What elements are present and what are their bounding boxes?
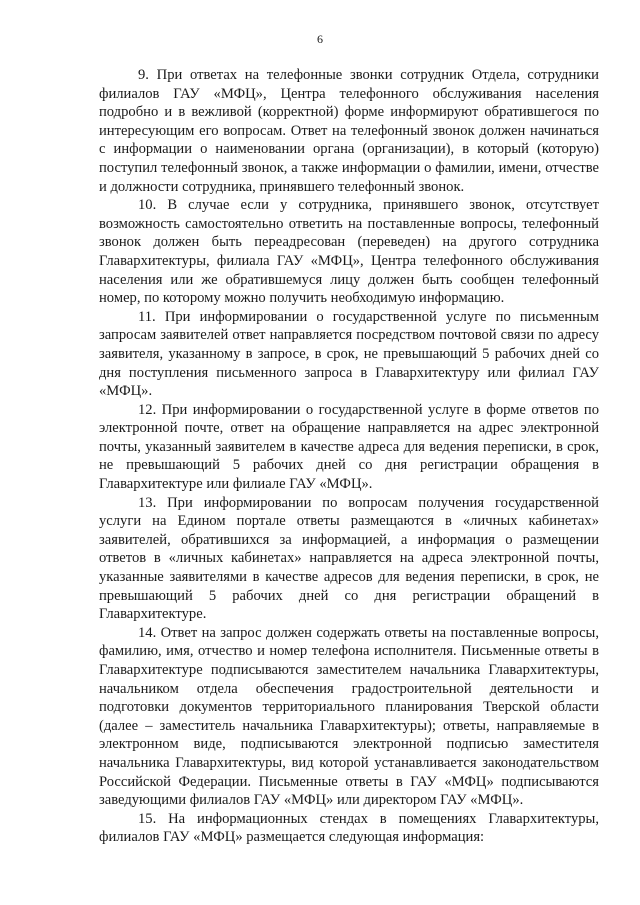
- paragraph-11: 11. При информировании о государственной услуге по письменным запросам заявителей ответ направляется посредством почтовой связи по адресу заявителя, указанному в запросе, в срок, не превышающий 5 рабочих дней со дня поступления письменного запроса в Главархитектуру или филиал ГАУ «МФЦ».: [99, 308, 599, 400]
- paragraph-10: 10. В случае если у сотрудника, принявшего звонок, отсутствует возможность самостоятельно ответить на поставленные вопросы, телефонный звонок должен быть переадресован (переведен) на другого сотрудника Главархитектуры, филиала ГАУ «МФЦ», Центра телефонного обслуживания населения или же обратившемуся лицу должен быть сообщен телефонный номер, по которому можно получить необходимую информацию.: [99, 197, 599, 307]
- page-number: 6: [317, 32, 323, 46]
- paragraph-13: 13. При информировании по вопросам получения государственной услуги на Едином портале ответы размещаются в «личных кабинетах» заявителей, обратившихся за информацией, а информация о размещении ответов в «личных кабинетах» направляется на адреса электронной почты, указанные заявителями в качестве адресов для ведения переписки, в срок, не превышающий 5 рабочих дней со дня регистрации обращений в Главархитектуре.: [99, 494, 599, 623]
- paragraph-12: 12. При информировании о государственной услуге в форме ответов по электронной почте, ответ на обращение направляется на адрес электронной почты, указанный заявителем в качестве адреса для ведения переписки, в срок, не превышающий 5 рабочих дней со дня регистрации обращения в Главархитектуре или филиале ГАУ «МФЦ».: [99, 401, 599, 493]
- paragraph-14: 14. Ответ на запрос должен содержать ответы на поставленные вопросы, фамилию, имя, отчество и номер телефона исполнителя. Письменные ответы в Главархитектуре подписываются заместителем начальника Главархитектуры, начальником отдела обеспечения градостроительной деятельности и подготовки документов территориального планирования Тверской области (далее – заместитель начальника Главархитектуры); ответы, направляемые в электронном виде, подписываются электронной подписью заместителя начальника Главархитектуры, вид которой устанавливается законодательством Российской Федерации. Письменные ответы в ГАУ «МФЦ» подписываются заведующими филиалов ГАУ «МФЦ» или директором ГАУ «МФЦ».: [99, 624, 599, 809]
- document-body: [99, 66, 599, 847]
- paragraph-9: 9. При ответах на телефонные звонки сотрудник Отдела, сотрудники филиалов ГАУ «МФЦ», Центра телефонного обслуживания населения подробно и в вежливой (корректной) форме информируют обратившегося по интересующим его вопросам. Ответ на телефонный звонок должен начинаться с информации о наименовании органа (организации), в который (которую) поступил телефонный звонок, а также информации о фамилии, имени, отчестве и должности сотрудника, принявшего телефонный звонок.: [99, 67, 599, 195]
- paragraph-15: 15. На информационных стендах в помещениях Главархитектуры, филиалов ГАУ «МФЦ» размещается следующая информация:: [99, 810, 599, 846]
